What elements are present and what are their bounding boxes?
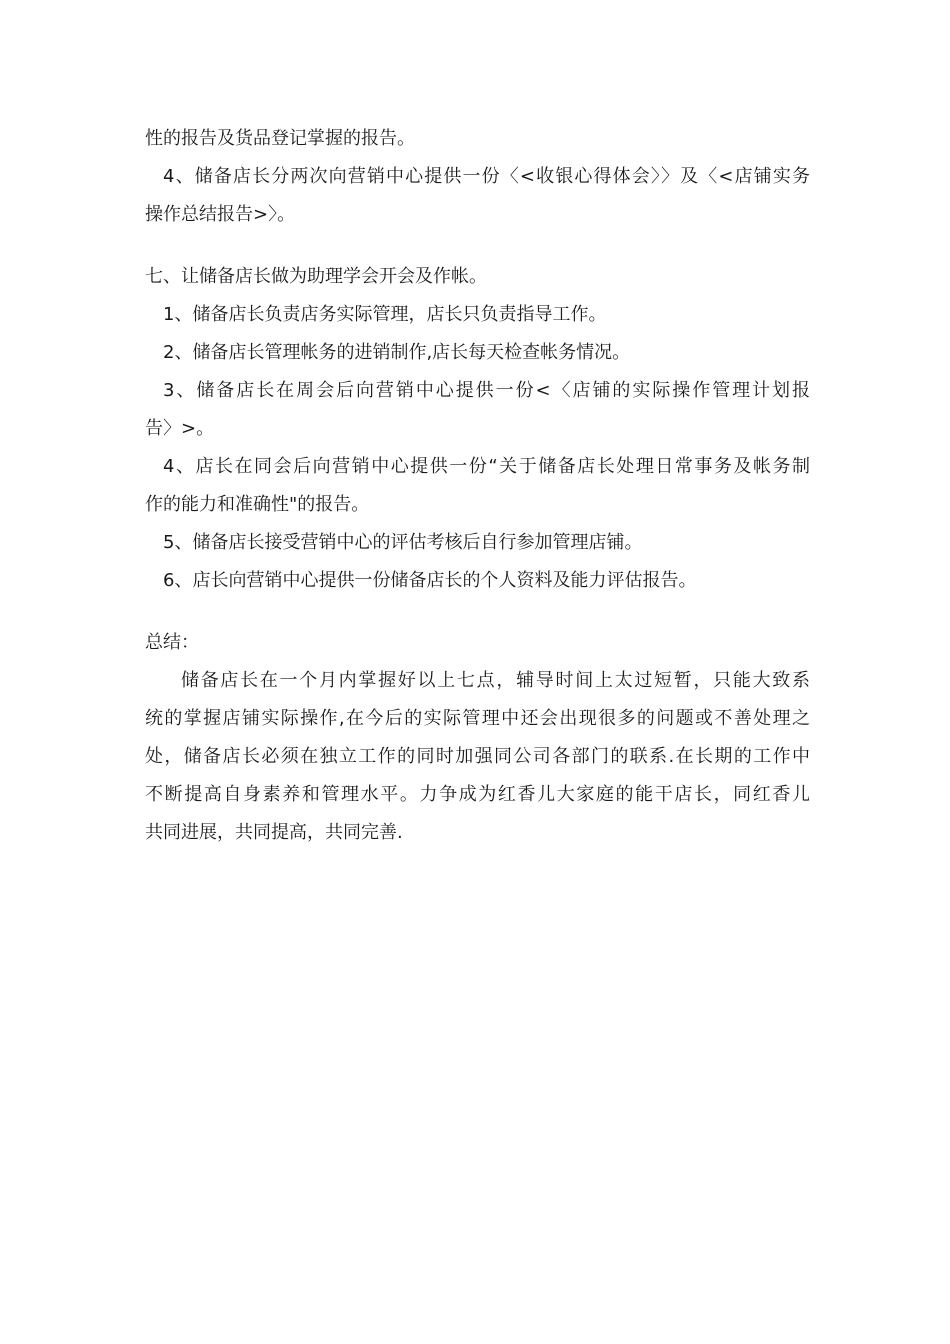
document-page	[145, 120, 810, 852]
list-item-continuation: 作的能力和准确性"的报告。	[145, 494, 370, 515]
summary-line: 不断提高自身素养和管理水平。力争成为红香儿大家庭的能干店长，同红香儿	[145, 784, 810, 805]
list-item-continuation: 告〉>。	[145, 418, 215, 439]
list-item: 5、储备店长接受营销中心的评估考核后自行参加管理店铺。	[163, 532, 643, 553]
continuation-block	[145, 120, 810, 234]
list-item: 1、储备店长负责店务实际管理，店长只负责指导工作。	[163, 304, 607, 325]
summary-line: 统的掌握店铺实际操作,在今后的实际管理中还会出现很多的问题或不善处理之	[145, 708, 810, 729]
text-line: 操作总结报告>〉。	[145, 204, 296, 225]
list-item: 2、储备店长管理帐务的进销制作,店长每天检查帐务情况。	[163, 342, 631, 363]
summary-line: 共同进展，共同提高，共同完善.	[145, 822, 403, 843]
summary-heading: 总结：	[145, 632, 199, 653]
list-item: 3、储备店长在周会后向营销中心提供一份<〈店铺的实际操作管理计划报	[163, 380, 810, 401]
summary-section	[145, 624, 810, 852]
text-line: 4、储备店长分两次向营销中心提供一份〈<收银心得体会〉〉及〈<店铺实务	[163, 166, 810, 187]
section-heading: 七、让储备店长做为助理学会开会及作帐。	[145, 266, 487, 287]
summary-line: 处，储备店长必须在独立工作的同时加强同公司各部门的联系.在长期的工作中	[145, 746, 810, 767]
text-line: 性的报告及货品登记掌握的报告。	[145, 128, 415, 149]
list-item: 6、店长向营销中心提供一份储备店长的个人资料及能力评估报告。	[163, 570, 697, 591]
list-item: 4、店长在同会后向营销中心提供一份“关于储备店长处理日常事务及帐务制	[163, 456, 810, 477]
summary-line: 储备店长在一个月内掌握好以上七点，辅导时间上太过短暂，只能大致系	[181, 670, 810, 691]
section-7	[145, 258, 810, 600]
